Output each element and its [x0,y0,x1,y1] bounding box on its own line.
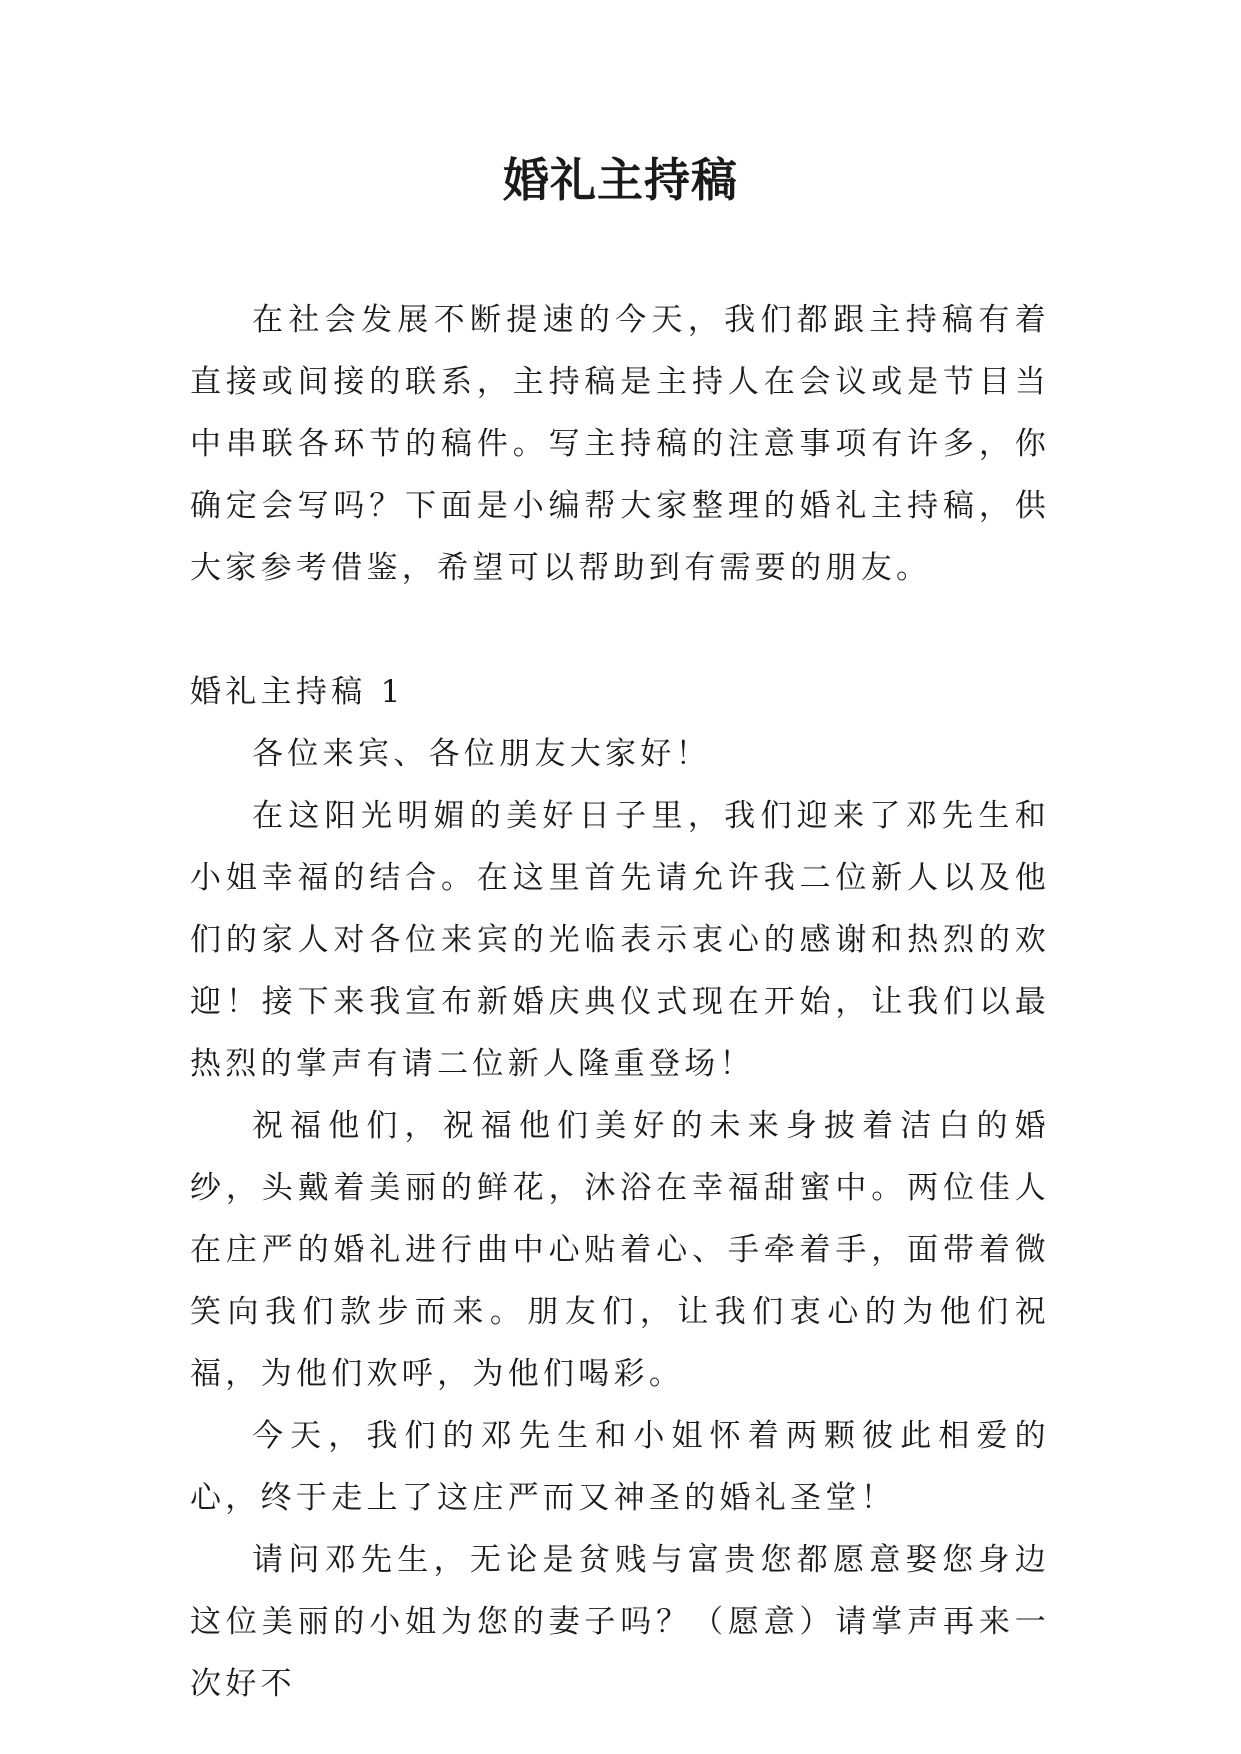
document-title: 婚礼主持稿 [503,153,738,207]
intro-paragraph: 在社会发展不断提速的今天，我们都跟主持稿有着直接或间接的联系，主持稿是主持人在会议或是节目当中串联各环节的稿件。写主持稿的注意事项有许多，你确定会写吗？下面是小编帮大家整理的婚礼主持稿，供大家参考借鉴，希望可以帮助到有需要的朋友。 [190,302,1050,586]
section-heading: 婚礼主持稿 1 [190,674,405,710]
body-paragraph: 今天，我们的邓先生和小姐怀着两颗彼此相爱的心，终于走上了这庄严而又神圣的婚礼圣堂！ [190,1418,1050,1516]
body-paragraph: 在这阳光明媚的美好日子里，我们迎来了邓先生和小姐幸福的结合。在这里首先请允许我二位新人以及他们的家人对各位来宾的光临表示衷心的感谢和热烈的欢迎！接下来我宣布新婚庆典仪式现在开始，让我们以最热烈的掌声有请二位新人隆重登场！ [190,798,1050,1082]
body-paragraph: 请问邓先生，无论是贫贱与富贵您都愿意娶您身边这位美丽的小姐为您的妻子吗？（愿意）请掌声再来一次好不 [190,1542,1050,1702]
paragraph-gap [190,599,1050,661]
body-paragraph: 各位来宾、各位朋友大家好！ [252,736,711,772]
document-body [190,289,1050,1715]
body-paragraph: 祝福他们，祝福他们美好的未来身披着洁白的婚纱，头戴着美丽的鲜花，沐浴在幸福甜蜜中。两位佳人在庄严的婚礼进行曲中心贴着心、手牵着手，面带着微笑向我们款步而来。朋友们，让我们衷心的为他们祝福，为他们欢呼，为他们喝彩。 [190,1108,1050,1392]
